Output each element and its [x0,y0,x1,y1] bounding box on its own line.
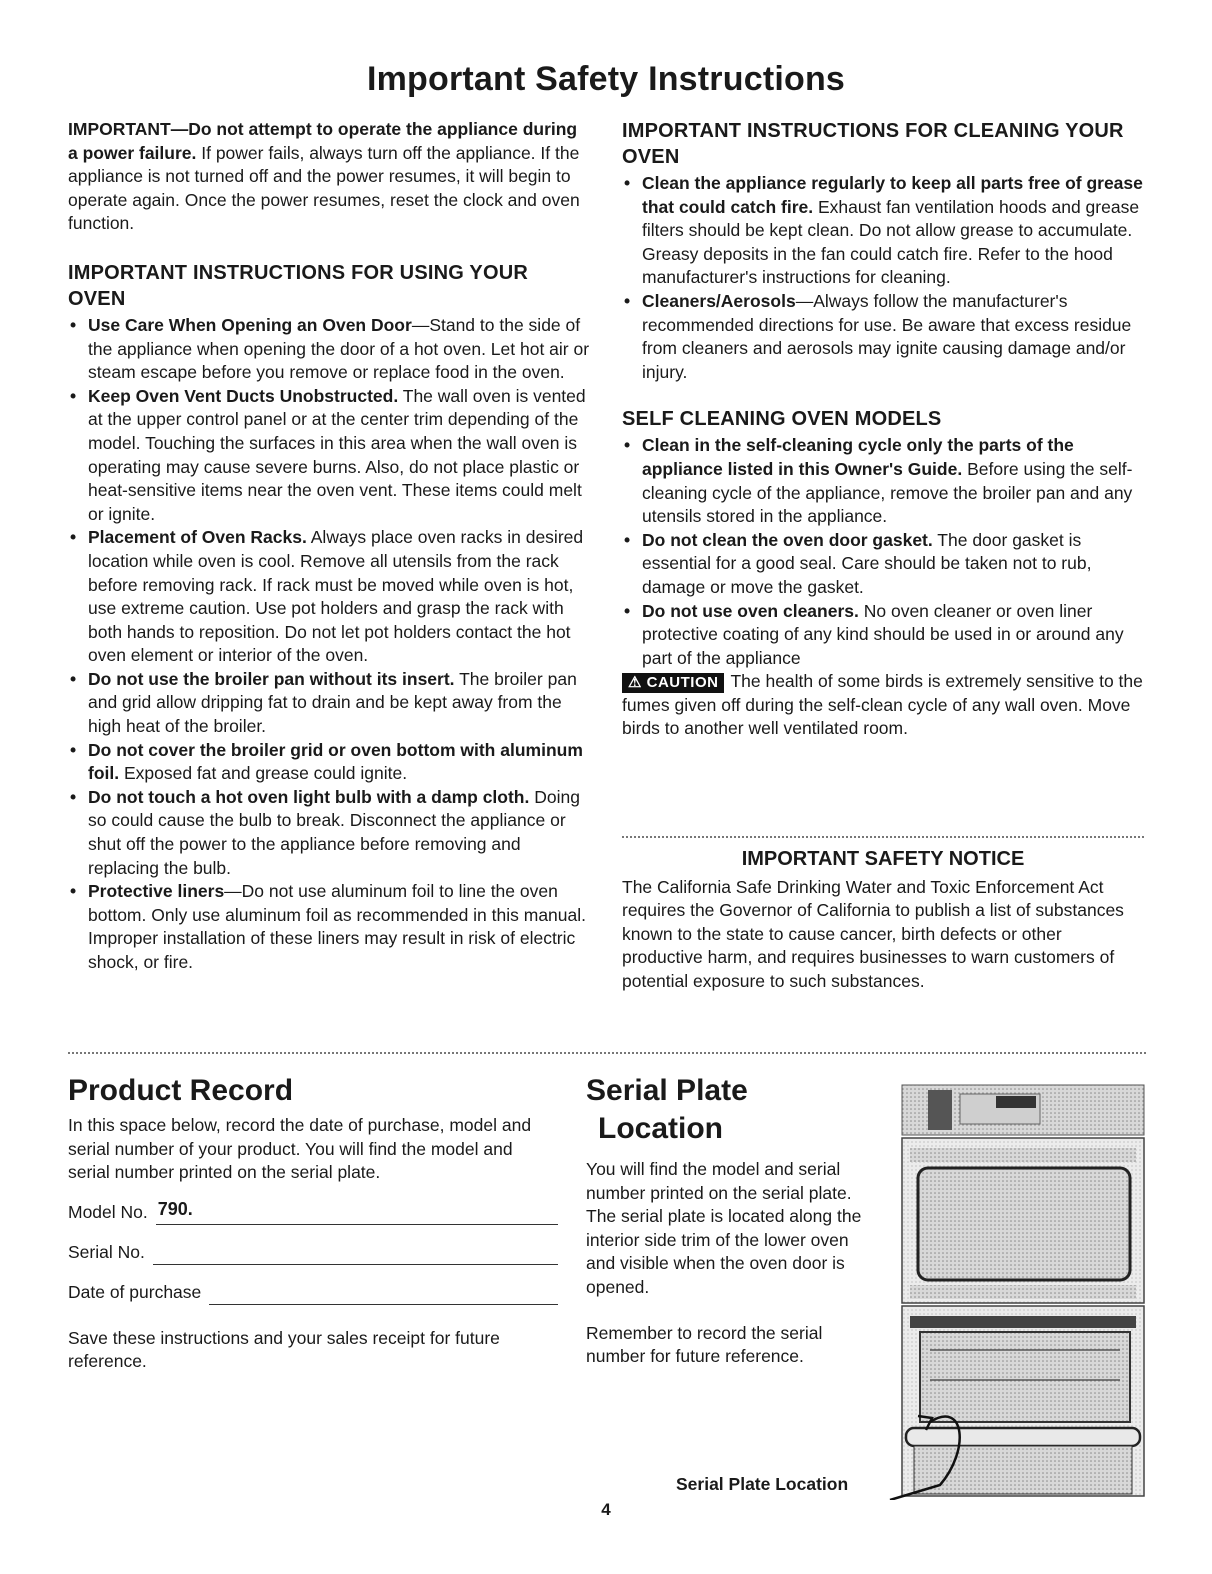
list-item: • Clean the appliance regularly to keep all parts free of grease that could catch fire. Exhaust fan ventilation hoods and grease filters should be kept clean. Do not allow grease to accumulate. Greasy deposits in the fan could catch fire. Refer to the hood manufacturer's instructions for cleaning. [624,173,1143,288]
bullet-icon: • [624,173,631,193]
bullet-icon: • [624,600,631,621]
serial-input[interactable] [153,1242,558,1265]
self-cleaning-list [622,434,1146,670]
using-oven-list [68,314,590,975]
left-column [68,118,590,975]
safety-notice-heading: IMPORTANT SAFETY NOTICE [741,848,1025,870]
save-note: Save these instructions and your sales receipt for future reference. [68,1327,500,1372]
model-label: Model No. [68,1202,148,1223]
bullet-icon: • [624,435,631,456]
list-item: • Use Care When Opening an Oven Door—Stand to the side of the appliance when opening the door of a hot oven. Let hot air or steam escape before you remove or replace food in the oven. [70,314,590,383]
serial-plate-reminder: Remember to record the serial number for future reference. [586,1322,823,1367]
serial-plate-section [586,1072,876,1369]
section-divider [68,1052,1146,1054]
wall-oven-illustration [870,1080,1150,1500]
list-item: • Cleaners/Aerosols—Always follow the manufacturer's recommended directions for use. Be aware that excess residue from cleaners and aerosols may ignite causing damage and/or injury. [624,290,1132,382]
divider [622,836,1144,838]
date-input[interactable] [209,1282,558,1305]
safety-notice [622,836,1144,994]
serial-plate-heading: Serial Plate Location [586,1074,748,1145]
serial-plate-text: You will find the model and serial number printed on the serial plate. The serial plate is located along the interior side trim of the lower oven and visible when the oven door is opened. [586,1159,862,1297]
warning-icon: ⚠ [628,674,642,692]
product-record [68,1072,558,1374]
page-title: Important Safety Instructions [366,60,846,98]
list-item: • Do not touch a hot oven light bulb with a damp cloth. Doing so could cause the bulb to break. Disconnect the appliance or shut off the power to the appliance before removing and replacing the bulb. [70,786,580,878]
serial-label: Serial No. [68,1242,145,1263]
figure-caption: Serial Plate Location [676,1474,849,1494]
bullet-icon: • [70,739,77,760]
cleaning-oven-heading: IMPORTANT INSTRUCTIONS FOR CLEANING YOUR OVEN [622,120,1124,168]
list-item: • Protective liners—Do not use aluminum foil to line the oven bottom. Only use aluminum foil as recommended in this manual. Improper installation of these liners may result in risk of electric shock, or fire. [70,881,587,972]
bullet-icon: • [70,385,77,406]
caution-badge: ⚠ CAUTION [622,673,724,693]
bullet-icon: • [624,290,631,311]
right-column [622,118,1146,741]
power-failure-note: IMPORTANT—Do not attempt to operate the appliance during a power failure. If power fails, always turn off the appliance. If the appliance is not turned off and the power resumes, it will begin to operate again. Once the power resumes, reset the clock and oven function. [68,119,580,234]
bullet-icon: • [624,529,631,550]
bullet-icon: • [70,786,77,807]
list-item: • Clean in the self-cleaning cycle only the parts of the appliance listed in this Owner's Guide. Before using the self-cleaning cycle of the appliance, remove the broiler pan and any utensils stored in the appliance. [624,435,1133,527]
model-input[interactable] [156,1199,558,1225]
using-oven-heading: IMPORTANT INSTRUCTIONS FOR USING YOUR OVEN [68,261,528,310]
date-field [68,1279,558,1305]
self-cleaning-heading: SELF CLEANING OVEN MODELS [622,408,942,431]
date-label: Date of purchase [68,1282,202,1303]
bullet-icon: • [70,668,77,689]
list-item: • Keep Oven Vent Ducts Unobstructed. The wall oven is vented at the upper control panel or at the center trim depending of the model. Touching the surfaces in this area when the wall oven is operating may cause severe burns. Also, do not place plastic or heat-sensitive items near the oven vent. These items could melt or ignite. [70,385,586,524]
model-value: 790. [157,1199,193,1220]
list-item: • Do not use oven cleaners. No oven cleaner or oven liner protective coating of any kind should be used in or around any part of the appliance [624,600,1124,668]
list-item: • Do not use the broiler pan without its insert. The broiler pan and grid allow dripping fat to drain and be kept away from the high heat of the broiler. [70,668,577,737]
list-item: • Do not cover the broiler grid or oven bottom with aluminum foil. Exposed fat and grease could ignite. [70,739,583,784]
bullet-icon: • [70,314,77,335]
caution-note: ⚠ CAUTION The health of some birds is extremely sensitive to the fumes given off during the self-clean cycle of any wall oven. Move birds to another well ventilated room. [622,671,1143,739]
page-number: 4 [601,1500,611,1519]
bullet-icon: • [70,527,77,548]
bullet-icon: • [70,881,77,902]
list-item: • Do not clean the oven door gasket. The door gasket is essential for a good seal. Care should be taken not to rub, damage or move the gasket. [624,529,1092,597]
cleaning-oven-list [622,172,1146,384]
model-field [68,1199,558,1225]
list-item: • Placement of Oven Racks. Always place oven racks in desired location while oven is cool. Remove all utensils from the rack before removing rack. If rack must be moved while oven is hot, use extreme caution. Use pot holders and grasp the rack with both hands to reposition. Do not let pot holders contact the hot oven element or interior of the oven. [70,527,584,666]
safety-notice-text: The California Safe Drinking Water and Toxic Enforcement Act requires the Governor of California to publish a list of substances known to the state to cause cancer, birth defects or other productive harm, and requires businesses to warn customers of potential exposure to such substances. [622,876,1124,991]
product-record-heading: Product Record [68,1074,294,1107]
serial-field [68,1239,558,1265]
product-record-intro: In this space below, record the date of purchase, model and serial number of your product. You will find the model and serial number printed on the serial plate. [68,1115,532,1183]
